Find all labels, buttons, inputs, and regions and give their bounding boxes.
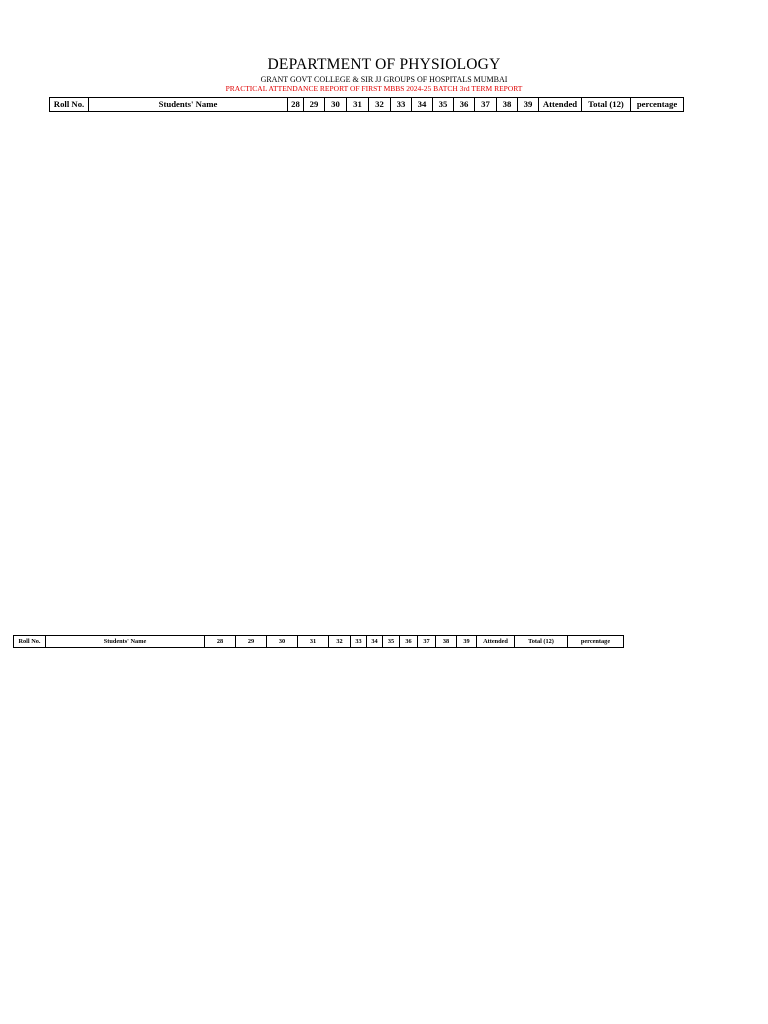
column-header: 28 [288,98,304,112]
column-header: Students' Name [46,636,205,648]
column-header: 31 [298,636,329,648]
column-header: 37 [475,98,497,112]
column-header: 29 [304,98,325,112]
column-header: 30 [325,98,347,112]
column-header: Attended [477,636,515,648]
column-header: 32 [369,98,391,112]
column-header: 35 [383,636,400,648]
department-title: DEPARTMENT OF PHYSIOLOGY [267,56,501,73]
column-header: Attended [539,98,582,112]
column-header: 36 [400,636,418,648]
header-row [50,98,684,112]
column-header: 38 [436,636,457,648]
column-header: Roll No. [50,98,89,112]
college-name: GRANT GOVT COLLEGE & SIR JJ GROUPS OF HOSPITALS MUMBAI [260,75,508,84]
header-row [14,636,624,648]
column-header: Total (12) [582,98,631,112]
column-header: 36 [454,98,475,112]
column-header: percentage [631,98,684,112]
column-header: 33 [391,98,412,112]
column-header: percentage [568,636,624,648]
attendance-table-2 [13,635,624,648]
column-header: 32 [329,636,351,648]
column-header: 33 [351,636,367,648]
column-header: 28 [205,636,236,648]
column-header: Students' Name [89,98,288,112]
column-header: 35 [433,98,454,112]
attendance-table-1 [49,97,684,112]
column-header: 31 [347,98,369,112]
column-header: 34 [367,636,383,648]
column-header: 29 [236,636,267,648]
column-header: Total (12) [515,636,568,648]
column-header: 39 [518,98,539,112]
column-header: 39 [457,636,477,648]
column-header: 30 [267,636,298,648]
column-header: 38 [497,98,518,112]
column-header: 34 [412,98,433,112]
report-title: PRACTICAL ATTENDANCE REPORT OF FIRST MBBS 2024-25 BATCH 3rd TERM REPORT [225,84,523,93]
column-header: 37 [418,636,436,648]
column-header: Roll No. [14,636,46,648]
